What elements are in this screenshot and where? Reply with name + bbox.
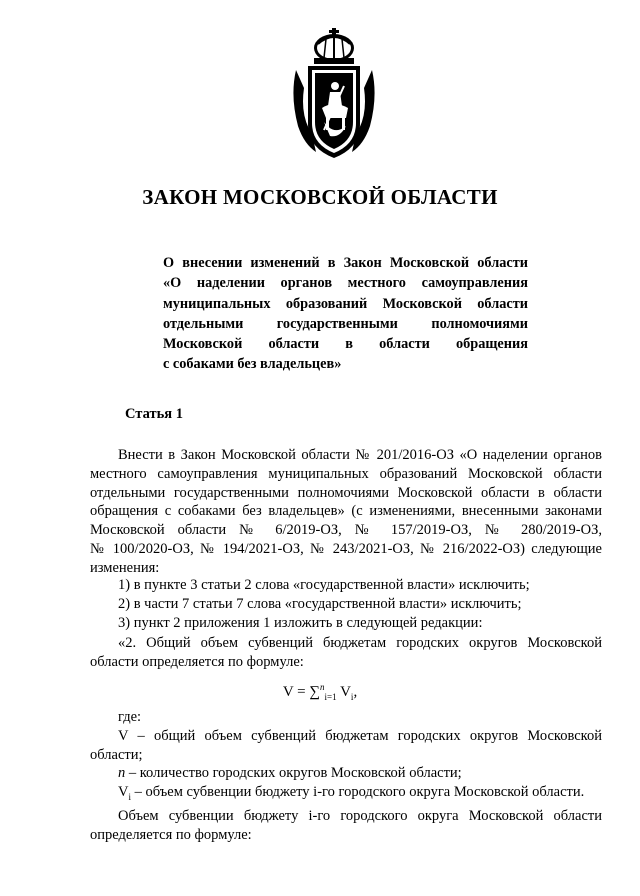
subtitle-line: отдельными государственными полномочиями bbox=[163, 315, 528, 332]
paragraph-line: Внести в Закон Московской области № 201/2016-ОЗ «О наделении органов bbox=[118, 447, 602, 463]
moscow-oblast-coat-of-arms-icon bbox=[286, 26, 382, 162]
paragraph-line: Московской области № 6/2019-ОЗ, № 157/2019-ОЗ, № 280/2019-ОЗ, bbox=[90, 522, 602, 539]
list-item: 3) пункт 2 приложения 1 изложить в следующей редакции: bbox=[118, 614, 483, 631]
sum-formula bbox=[0, 682, 640, 702]
symbol-v-index: i bbox=[128, 792, 131, 803]
article-heading: Статья 1 bbox=[125, 406, 183, 422]
subtitle-line: «О наделении органов местного самоуправления bbox=[163, 275, 528, 292]
definition-line: V – общий объем субвенций бюджетам городских округов Московской bbox=[118, 727, 602, 744]
subtitle-line: муниципальных образований Московской области bbox=[163, 295, 528, 312]
paragraph-line: местного самоуправления муниципальных образований Московской области bbox=[90, 465, 602, 482]
definitions bbox=[90, 708, 602, 844]
intro-paragraph bbox=[90, 446, 602, 578]
formula-rhs-index: i bbox=[350, 692, 354, 702]
paragraph-line: Объем субвенции бюджету i-го городского округа Московской области bbox=[118, 807, 602, 824]
amendment-list bbox=[90, 576, 602, 632]
formula-lower-limit: i=1 bbox=[324, 692, 337, 702]
definition-vi bbox=[90, 783, 602, 807]
formula-upper-limit: n bbox=[320, 682, 325, 692]
formula-lhs: V = ∑ bbox=[282, 684, 321, 700]
document-title: ЗАКОН МОСКОВСКОЙ ОБЛАСТИ bbox=[142, 185, 498, 209]
list-item: 1) в пункте 3 статьи 2 слова «государственной власти» исключить; bbox=[118, 577, 530, 593]
symbol-n: n bbox=[118, 765, 126, 782]
subtitle-line: с собаками без владельцев» bbox=[163, 356, 342, 373]
definition-line: области; bbox=[90, 746, 143, 763]
definition-n bbox=[90, 764, 602, 783]
formula-rhs: V bbox=[336, 684, 351, 700]
paragraph-line: изменения: bbox=[90, 559, 160, 576]
where-label: где: bbox=[118, 709, 142, 725]
quoted-paragraph bbox=[90, 634, 602, 672]
paragraph-line: области определяется по формуле: bbox=[90, 653, 304, 670]
subtitle-line: О внесении изменений в Закон Московской области bbox=[163, 255, 528, 271]
definition-vi-text: – объем субвенции бюджету i-го городского округа Московской области. bbox=[131, 784, 585, 801]
list-item: 2) в части 7 статьи 7 слова «государственной власти» исключить; bbox=[118, 595, 522, 612]
law-subtitle bbox=[163, 253, 528, 375]
paragraph-line: № 100/2020-ОЗ, № 194/2021-ОЗ, № 243/2021-ОЗ, № 216/2022-ОЗ) следующие bbox=[90, 540, 602, 557]
paragraph-line: «2. Общий объем субвенций бюджетам городских округов Московской bbox=[118, 635, 602, 651]
subtitle-line: Московской области в области обращения bbox=[163, 336, 528, 353]
symbol-v: V bbox=[118, 784, 129, 801]
definition-n-text: – количество городских округов Московской области; bbox=[125, 765, 462, 782]
paragraph-line: отдельными государственными полномочиями Московской области в области bbox=[90, 484, 602, 501]
formula-tail: , bbox=[353, 684, 358, 700]
paragraph-line: обращения с собаками без владельцев» (с изменениями, внесенными законами bbox=[90, 503, 602, 520]
paragraph-line: определяется по формуле: bbox=[90, 826, 252, 843]
